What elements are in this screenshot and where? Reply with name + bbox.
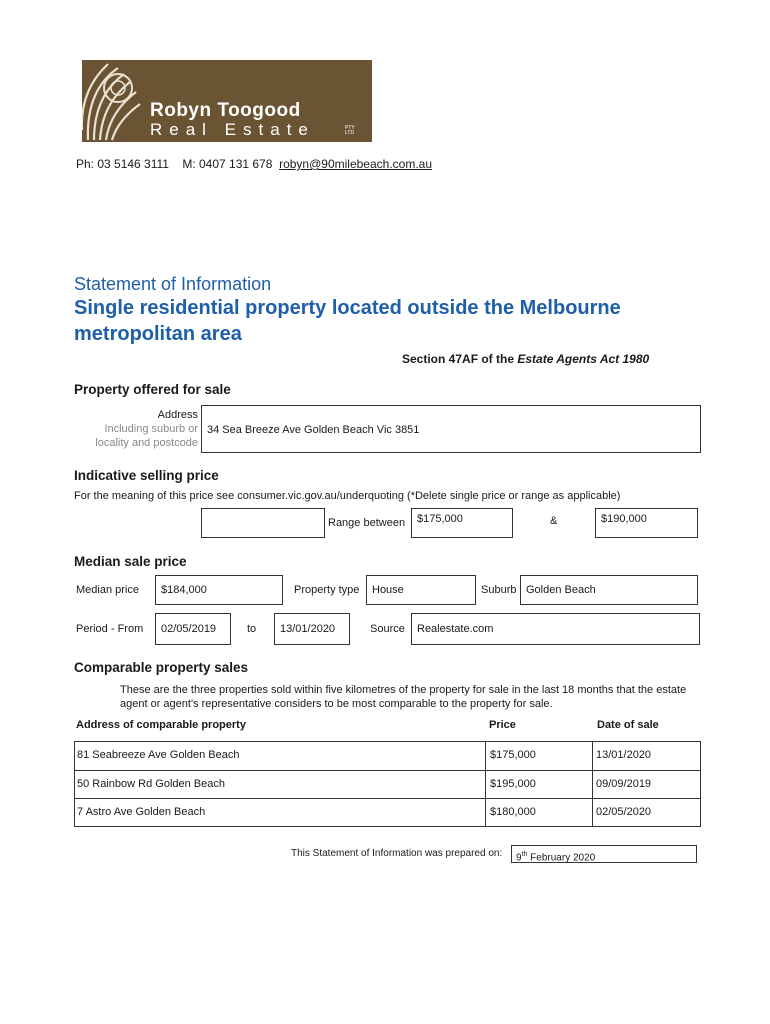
act-name: Estate Agents Act 1980	[517, 352, 650, 366]
statement-heading: Statement of Information	[74, 274, 272, 294]
contact-line	[76, 157, 432, 171]
company-logo	[82, 60, 372, 142]
logo-line2: Real Estate	[150, 120, 315, 139]
range-label: Range between	[328, 517, 406, 529]
phone: Ph: 03 5146 3111	[76, 157, 169, 171]
selling-price-note: For the meaning of this price see consumer.vic.gov.au/underquoting (*Delete single price or range as applicable)	[74, 490, 621, 502]
property-type-field[interactable]: House	[366, 575, 476, 605]
property-type-label: Property type	[294, 584, 360, 596]
address-sublabel-1: Including suburb or	[104, 423, 198, 435]
logo-pty: PTY LTD	[345, 125, 355, 136]
median-heading: Median sale price	[74, 554, 187, 569]
selling-price-heading: Indicative selling price	[74, 468, 219, 483]
col-price-header: Price	[489, 719, 516, 731]
address-sublabel-2: locality and postcode	[95, 437, 198, 449]
comparable-table	[74, 741, 701, 827]
shell-logo-icon	[82, 60, 148, 142]
range-high-field[interactable]: $190,000	[595, 508, 698, 538]
col-address-header: Address of comparable property	[76, 719, 246, 731]
period-to-label: to	[247, 623, 257, 635]
range-ampersand: &	[550, 515, 558, 527]
prepared-date-field[interactable]: 9th February 2020	[511, 845, 697, 863]
row-price[interactable]: $180,000	[490, 806, 536, 818]
median-price-field[interactable]: $184,000	[155, 575, 283, 605]
table-row	[75, 742, 700, 770]
email-link[interactable]: robyn@90milebeach.com.au	[279, 157, 433, 171]
logo-line1: Robyn Toogood	[150, 100, 301, 121]
address-field[interactable]: 34 Sea Breeze Ave Golden Beach Vic 3851	[201, 405, 701, 453]
prepared-label: This Statement of Information was prepared on:	[291, 848, 503, 859]
comparable-heading: Comparable property sales	[74, 660, 249, 675]
row-date[interactable]: 09/09/2019	[596, 778, 652, 790]
row-address[interactable]: 7 Astro Ave Golden Beach	[77, 806, 206, 818]
section-reference: Section 47AF of the Estate Agents Act 1980	[402, 352, 650, 366]
table-row	[75, 770, 700, 798]
suburb-field[interactable]: Golden Beach	[520, 575, 698, 605]
period-from-label: Period - From	[76, 623, 144, 635]
comparable-intro: These are the three properties sold within five kilometres of the property for sale in the last 18 months that the estate agent or agent's representative considers to be most comparable to the property for sale.	[120, 684, 687, 710]
source-field[interactable]: Realestate.com	[411, 613, 700, 645]
row-price[interactable]: $175,000	[490, 749, 536, 761]
row-price[interactable]: $195,000	[490, 778, 536, 790]
row-date[interactable]: 13/01/2020	[596, 749, 652, 761]
period-to-field[interactable]: 13/01/2020	[274, 613, 350, 645]
mobile: M: 0407 131 678	[182, 157, 273, 171]
address-label: Address	[157, 409, 198, 421]
property-heading: Property offered for sale	[74, 382, 231, 397]
row-address[interactable]: 81 Seabreeze Ave Golden Beach	[77, 749, 240, 761]
document-title: Single residential property located outside the Melbourne metropolitan area	[74, 297, 621, 345]
row-date[interactable]: 02/05/2020	[596, 806, 652, 818]
period-from-field[interactable]: 02/05/2019	[155, 613, 231, 645]
col-date-header: Date of sale	[597, 719, 659, 731]
single-price-field[interactable]	[201, 508, 325, 538]
table-row	[75, 798, 700, 826]
range-low-field[interactable]: $175,000	[411, 508, 513, 538]
suburb-label: Suburb	[481, 584, 517, 596]
median-price-label: Median price	[76, 584, 139, 596]
row-address[interactable]: 50 Rainbow Rd Golden Beach	[77, 778, 225, 790]
source-label: Source	[370, 623, 405, 635]
